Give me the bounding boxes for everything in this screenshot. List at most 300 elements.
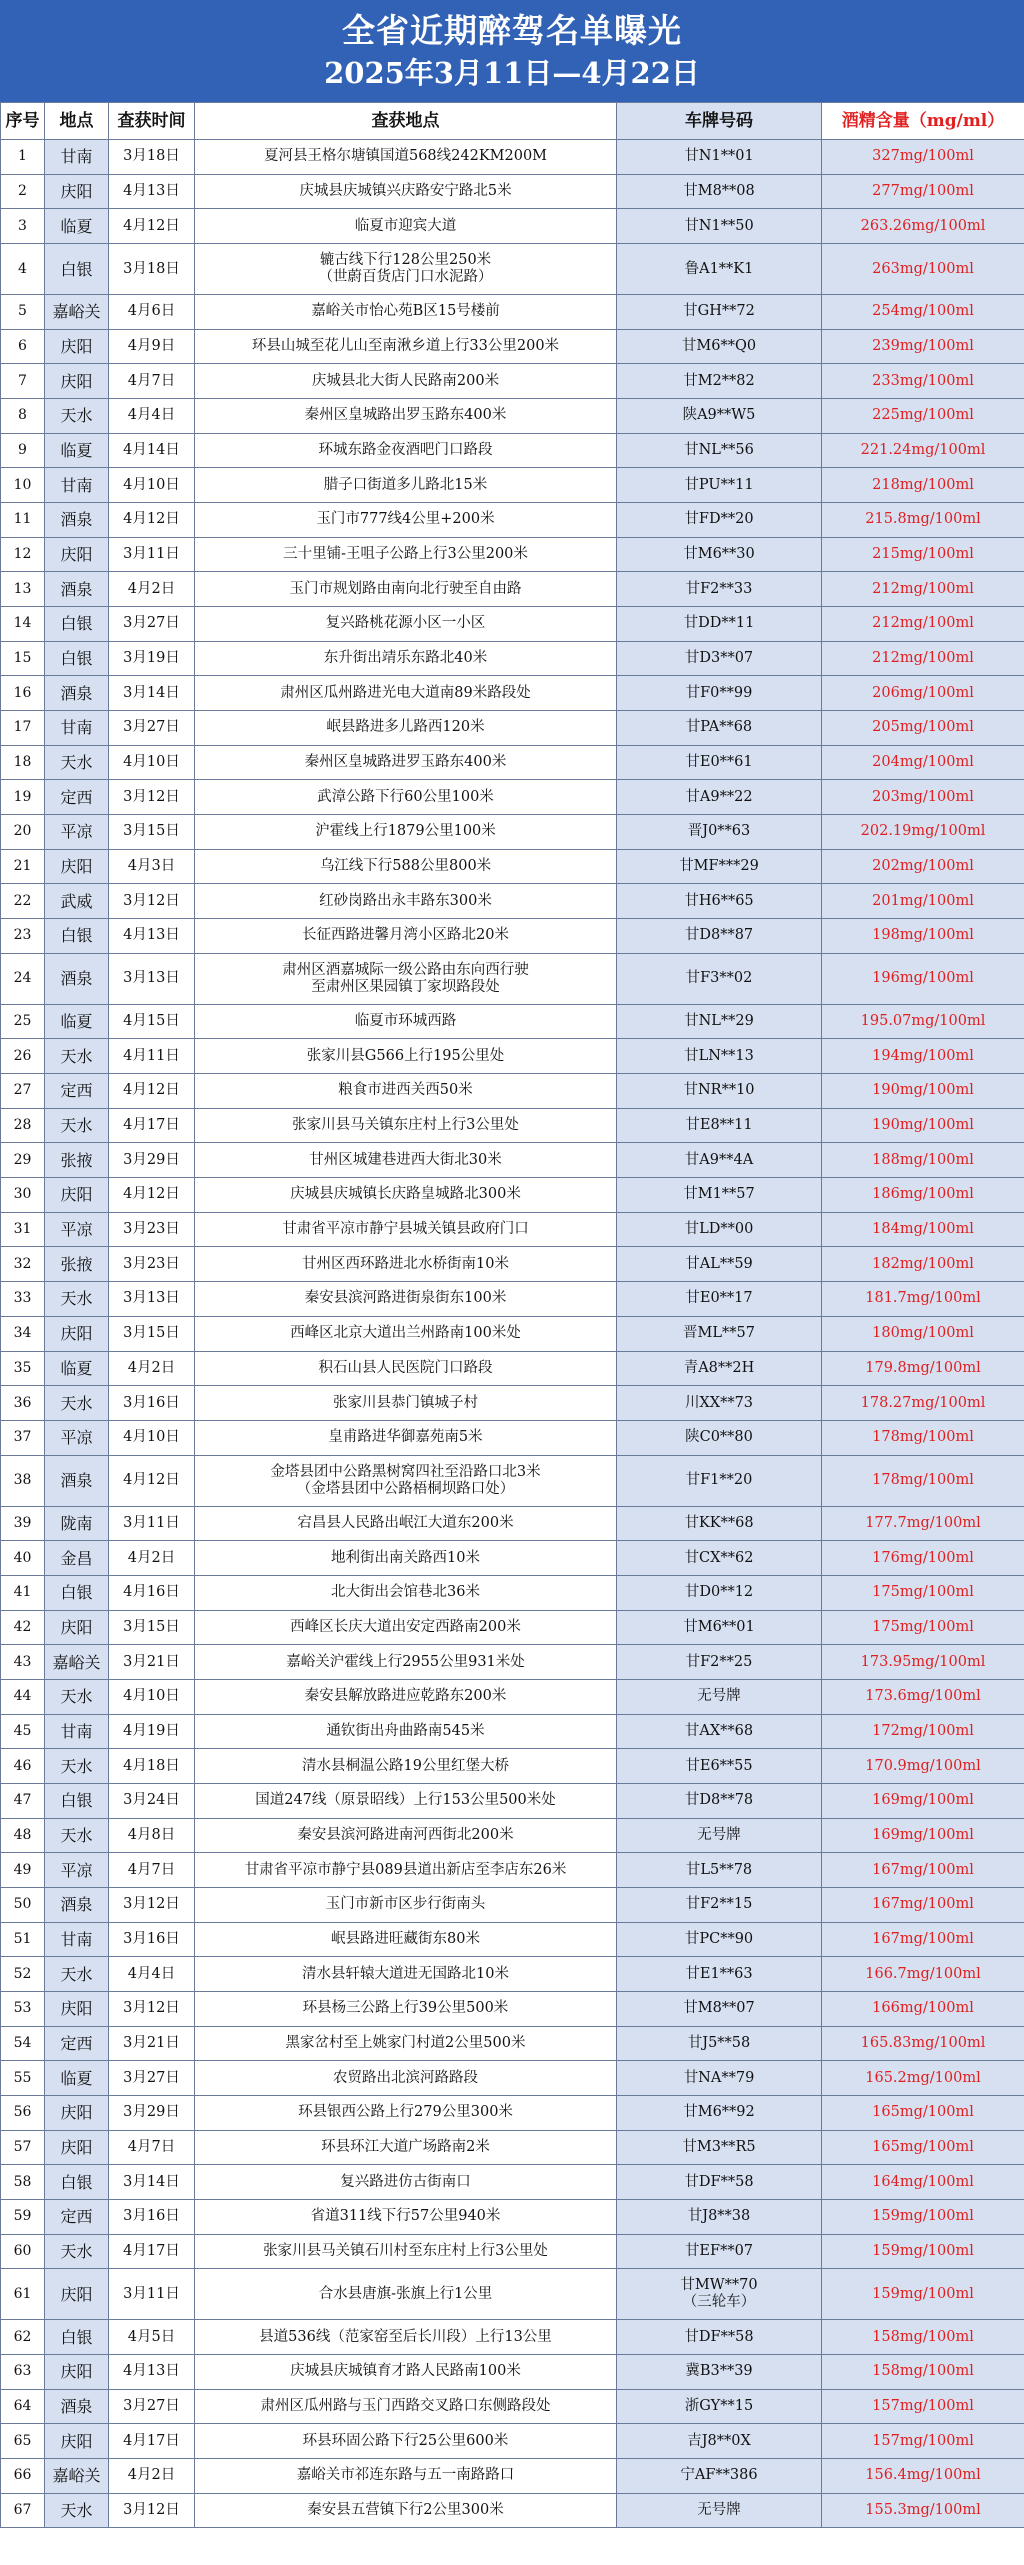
row-date [109,209,195,244]
row-plate-text: 浙GY**15 [684,2397,754,2414]
row-date [109,2061,195,2096]
table-body [1,140,1024,2528]
row-plate [617,1247,822,1282]
row-alcohol-text: 206mg/100ml [872,684,974,701]
row-date [109,1386,195,1421]
row-index [1,140,45,175]
row-place [195,1004,617,1039]
row-place-text: 东升街出靖乐东路北40米 [323,650,488,667]
row-plate-text: 甘M3**R5 [682,2138,756,2155]
row-city [45,2199,109,2234]
row-place [195,2234,617,2269]
row-place-text-line2: （金塔县团中公路梧桐坝路口处） [296,1480,515,1497]
row-alcohol [822,572,1024,607]
table-row [1,2493,1024,2528]
row-city-text: 庆阳 [60,182,93,201]
row-alcohol-text: 165.83mg/100ml [860,2034,986,2051]
row-city [45,1282,109,1317]
row-plate [617,1039,822,1074]
row-plate [617,244,822,295]
row-city [45,140,109,175]
row-alcohol-text: 190mg/100ml [872,1117,974,1134]
table-row [1,1610,1024,1645]
row-place-text: 肃州区瓜州路与玉门西路交叉路口东侧路段处 [260,2397,551,2414]
row-index-text: 6 [18,338,27,355]
row-index-text: 15 [13,650,32,667]
row-alcohol [822,2354,1024,2389]
row-plate-text: 甘F2**25 [685,1653,753,1670]
row-alcohol [822,2269,1024,2320]
row-city [45,399,109,434]
row-index [1,1506,45,1541]
row-date-text: 4月17日 [123,2242,180,2259]
table-row [1,641,1024,676]
row-place-text: 沪霍线上行1879公里100米 [315,823,496,840]
row-plate [617,2199,822,2234]
row-place [195,1386,617,1421]
row-plate [617,503,822,538]
row-place [195,1212,617,1247]
row-alcohol-text: 196mg/100ml [872,970,974,987]
row-date [109,537,195,572]
row-alcohol [822,1455,1024,1506]
row-city-text: 白银 [60,926,93,946]
row-city [45,919,109,954]
row-place [195,1039,617,1074]
row-place [195,1178,617,1213]
row-city-text: 白银 [60,2327,93,2347]
row-date [109,815,195,850]
row-index-text: 60 [13,2242,32,2259]
row-alcohol-text: 277mg/100ml [872,183,974,199]
row-alcohol [822,1610,1024,1645]
row-index-text: 63 [13,2363,32,2380]
row-place [195,2165,617,2200]
row-date-text: 3月12日 [123,2501,180,2518]
row-index-text: 55 [13,2069,32,2086]
row-city-text: 临夏 [60,216,93,236]
row-place-text: 庆城县庆城镇长庆路皇城路北300米 [290,1186,521,1203]
row-place [195,433,617,468]
row-place [195,1455,617,1506]
row-city-text: 庆阳 [60,2103,93,2123]
table-row [1,329,1024,364]
row-place-text: 环县环江大道广场路南2米 [321,2138,490,2155]
row-city [45,780,109,815]
row-plate [617,329,822,364]
row-place [195,2424,617,2459]
row-plate-text: 甘MF***29 [679,858,759,875]
table-row [1,1143,1024,1178]
row-place [195,745,617,780]
row-city-text: 张掖 [60,1254,93,1274]
row-place-text: 国道247线（原景昭线）上行153公里500米处 [255,1792,556,1809]
row-index [1,2458,45,2493]
row-alcohol [822,1247,1024,1282]
row-plate-text: 甘D8**78 [684,1792,754,1809]
row-place [195,399,617,434]
row-city [45,1074,109,1109]
row-city-text: 嘉峪关 [52,2466,101,2486]
table-row [1,1506,1024,1541]
row-city [45,537,109,572]
row-index-text: 33 [13,1290,32,1307]
table-row [1,1351,1024,1386]
table-row [1,174,1024,209]
row-alcohol [822,711,1024,746]
row-city [45,1004,109,1039]
row-date-text: 3月12日 [123,2000,180,2017]
row-alcohol-text: 166mg/100ml [872,2000,974,2017]
row-date [109,2389,195,2424]
row-date [109,1991,195,2026]
row-alcohol-text: 215.8mg/100ml [865,511,981,528]
table-row [1,1455,1024,1506]
row-plate [617,607,822,642]
row-plate-text: 甘J8**38 [687,2208,751,2225]
row-alcohol-text: 212mg/100ml [872,650,974,667]
table-row [1,1247,1024,1282]
row-plate-text: 甘D8**87 [684,927,754,944]
row-date [109,1420,195,1455]
row-date [109,2493,195,2528]
row-plate [617,2130,822,2165]
row-alcohol-text: 167mg/100ml [872,1896,974,1913]
row-index [1,295,45,330]
row-plate [617,1853,822,1888]
row-date [109,1714,195,1749]
row-date-text: 4月10日 [123,476,180,493]
row-date-text: 4月2日 [127,1359,176,1376]
row-city-text: 临夏 [60,1358,93,1378]
row-city [45,884,109,919]
row-date [109,2026,195,2061]
row-place [195,2269,617,2320]
row-index [1,468,45,503]
row-index-text: 7 [18,372,27,389]
row-index [1,2320,45,2355]
row-city-text: 平凉 [60,1860,93,1880]
row-alcohol-text: 233mg/100ml [872,372,974,389]
row-city [45,1420,109,1455]
date-range: 2025年3月11日—4月22日 [324,56,700,90]
row-city [45,2130,109,2165]
row-index [1,209,45,244]
row-plate [617,1541,822,1576]
row-city-text: 天水 [60,1289,93,1309]
row-place [195,1420,617,1455]
row-place-text: 粮食市进西关西50米 [338,1082,473,1099]
row-plate-text: 甘MW**70 [680,2277,758,2294]
row-city [45,174,109,209]
row-place-text: 长征西路进馨月湾小区路北20米 [302,927,509,944]
row-index-text: 39 [13,1514,32,1531]
row-date [109,1506,195,1541]
row-date [109,2424,195,2459]
page-title: 全省近期醉驾名单曝光 [342,11,682,50]
row-plate-text: 甘DF**58 [684,2173,754,2190]
row-city-text: 张掖 [60,1150,93,1170]
row-alcohol-text: 195.07mg/100ml [860,1013,986,1030]
row-date-text: 3月19日 [123,650,180,667]
row-date [109,364,195,399]
row-date [109,1818,195,1853]
row-index [1,1853,45,1888]
row-date [109,1645,195,1680]
row-date-text: 4月4日 [127,407,176,424]
row-alcohol [822,2199,1024,2234]
row-alcohol [822,1645,1024,1680]
row-date [109,174,195,209]
row-place-text-line2: 至肃州区果园镇丁家坝路段处 [311,978,500,995]
row-city [45,641,109,676]
row-date [109,1108,195,1143]
row-plate-text: 甘F1**20 [685,1472,753,1489]
row-index [1,1247,45,1282]
row-date [109,1004,195,1039]
row-index-text: 2 [18,183,27,199]
row-date [109,1282,195,1317]
row-city [45,1991,109,2026]
row-alcohol-text: 218mg/100ml [872,476,974,493]
row-city [45,1541,109,1576]
row-plate-text: 甘LD**00 [684,1221,754,1238]
row-city [45,244,109,295]
table-row [1,884,1024,919]
row-city-text: 酒泉 [60,510,93,530]
row-place [195,641,617,676]
table-row [1,295,1024,330]
table-row [1,1749,1024,1784]
row-place [195,2320,617,2355]
row-plate-text: 甘M8**07 [683,2000,755,2017]
row-plate-text: 甘H6**65 [684,892,754,909]
row-index [1,1074,45,1109]
row-place-text: 复兴路进仿古街南口 [340,2173,471,2190]
row-city-text: 庆阳 [60,2362,93,2382]
row-index [1,2130,45,2165]
row-alcohol-text: 167mg/100ml [872,1930,974,1947]
row-city [45,1714,109,1749]
row-alcohol-text: 190mg/100ml [872,1082,974,1099]
row-alcohol-text: 212mg/100ml [872,615,974,632]
row-alcohol [822,244,1024,295]
row-index-text: 26 [13,1047,32,1064]
table-row [1,2354,1024,2389]
row-alcohol-text: 178.27mg/100ml [860,1394,986,1411]
row-place-text: 环县杨三公路上行39公里500米 [302,2000,509,2017]
row-date-text: 3月27日 [123,2069,180,2086]
row-date-text: 4月19日 [123,1722,180,1739]
row-plate-text: 甘EF**07 [684,2242,754,2259]
row-date-text: 3月13日 [123,1290,180,1307]
col-header-index: 序号 [1,103,45,140]
row-plate [617,399,822,434]
row-date [109,1247,195,1282]
row-index-text: 36 [13,1394,32,1411]
row-city [45,572,109,607]
row-date [109,2269,195,2320]
table-row [1,433,1024,468]
row-place [195,884,617,919]
row-city-text: 嘉峪关 [52,302,101,322]
row-city [45,1575,109,1610]
row-plate [617,364,822,399]
row-alcohol-text: 225mg/100ml [872,407,974,424]
row-city-text: 白银 [60,649,93,669]
row-date-text: 3月27日 [123,2397,180,2414]
row-plate [617,1108,822,1143]
row-alcohol [822,1575,1024,1610]
row-alcohol-text: 166.7mg/100ml [865,1965,981,1982]
row-city [45,295,109,330]
row-date [109,1610,195,1645]
row-plate-text: 甘PU**11 [684,476,754,493]
row-city [45,1679,109,1714]
row-index-text: 34 [13,1325,32,1342]
row-alcohol-text: 254mg/100ml [872,303,974,320]
row-alcohol-text: 263.26mg/100ml [860,217,986,234]
row-index-text: 66 [13,2467,32,2484]
row-plate [617,1957,822,1992]
row-place [195,676,617,711]
row-alcohol [822,1541,1024,1576]
row-plate [617,1679,822,1714]
row-date [109,1783,195,1818]
row-index-text: 48 [13,1826,32,1843]
row-alcohol-text: 175mg/100ml [872,1584,974,1601]
row-plate-text: 甘E0**61 [685,754,753,771]
row-date-text: 3月18日 [123,148,180,165]
row-index-text: 40 [13,1549,32,1566]
row-date-text: 3月12日 [123,788,180,805]
row-plate [617,676,822,711]
row-plate [617,641,822,676]
row-plate [617,1386,822,1421]
row-date-text: 3月27日 [123,719,180,736]
table-row [1,1004,1024,1039]
row-index [1,2199,45,2234]
row-city [45,1351,109,1386]
row-place [195,2130,617,2165]
row-date-text: 4月18日 [123,1757,180,1774]
row-plate [617,1316,822,1351]
row-index-text: 22 [13,892,32,909]
row-place [195,2493,617,2528]
row-place-text: 嘉峪关沪霍线上行2955公里931米处 [286,1653,525,1670]
row-alcohol-text: 177.7mg/100ml [865,1514,981,1531]
row-city [45,2458,109,2493]
row-index-text: 51 [13,1930,32,1947]
row-city [45,2234,109,2269]
row-plate-text: 甘AL**59 [685,1255,753,1272]
row-city-text: 嘉峪关 [52,1652,101,1672]
row-city-text: 白银 [60,1583,93,1603]
row-city [45,2061,109,2096]
row-index-text: 18 [13,754,32,771]
row-place-text: 张家川县马关镇东庄村上行3公里处 [292,1117,519,1134]
row-date-text: 4月11日 [123,1047,180,1064]
row-place-text: 环城东路金夜酒吧门口路段 [318,442,493,459]
row-alcohol-text: 170.9mg/100ml [865,1757,981,1774]
row-city-text: 天水 [60,1116,93,1136]
row-place-text: 秦州区皇城路进罗玉路东400米 [304,754,507,771]
row-alcohol [822,1039,1024,1074]
row-date [109,1957,195,1992]
row-place [195,295,617,330]
row-place [195,1108,617,1143]
row-alcohol [822,295,1024,330]
table-row [1,572,1024,607]
row-alcohol [822,174,1024,209]
row-plate [617,1282,822,1317]
row-city [45,1818,109,1853]
row-city-text: 陇南 [60,1513,93,1533]
row-city-text: 庆阳 [60,371,93,391]
row-city-text: 定西 [60,787,93,807]
row-alcohol [822,1316,1024,1351]
col-header-date: 查获时间 [109,103,195,140]
row-plate-text: 甘M6**01 [683,1618,755,1635]
row-plate-text: 甘PC**90 [684,1930,754,1947]
row-date [109,2320,195,2355]
row-index-text: 46 [13,1757,32,1774]
row-alcohol-text: 180mg/100ml [872,1325,974,1342]
row-plate [617,1714,822,1749]
row-date-text: 4月17日 [123,1117,180,1134]
row-plate-text: 甘N1**50 [684,217,754,234]
row-index [1,1922,45,1957]
table-row [1,849,1024,884]
row-date-text: 4月7日 [127,372,176,389]
row-plate [617,1610,822,1645]
row-alcohol-text: 194mg/100ml [872,1047,974,1064]
row-alcohol [822,1714,1024,1749]
row-city-text: 天水 [60,1393,93,1413]
row-alcohol [822,329,1024,364]
row-alcohol-text: 221.24mg/100ml [860,442,986,459]
row-plate [617,295,822,330]
row-place [195,503,617,538]
row-place [195,537,617,572]
row-alcohol [822,1386,1024,1421]
row-date [109,1351,195,1386]
row-index-text: 64 [13,2397,32,2414]
row-alcohol-text: 167mg/100ml [872,1861,974,1878]
row-alcohol [822,676,1024,711]
row-city [45,849,109,884]
row-date-text: 4月2日 [127,1549,176,1566]
row-place-text: 甘州区城建巷进西大街北30米 [309,1151,502,1168]
row-index-text: 9 [18,442,27,459]
row-date [109,780,195,815]
row-place-text: 西峰区北京大道出兰州路南100米处 [290,1325,521,1342]
table-row [1,1108,1024,1143]
row-alcohol [822,953,1024,1004]
row-city [45,2389,109,2424]
row-plate [617,2424,822,2459]
row-plate [617,1212,822,1247]
table-row [1,1386,1024,1421]
row-plate [617,1991,822,2026]
row-plate [617,815,822,850]
row-plate [617,711,822,746]
table-row [1,1178,1024,1213]
row-plate-text: 甘NR**10 [683,1082,755,1099]
row-city-text: 平凉 [60,822,93,842]
row-index [1,1783,45,1818]
row-place-text: 夏河县王格尔塘镇国道568线242KM200M [263,148,548,165]
